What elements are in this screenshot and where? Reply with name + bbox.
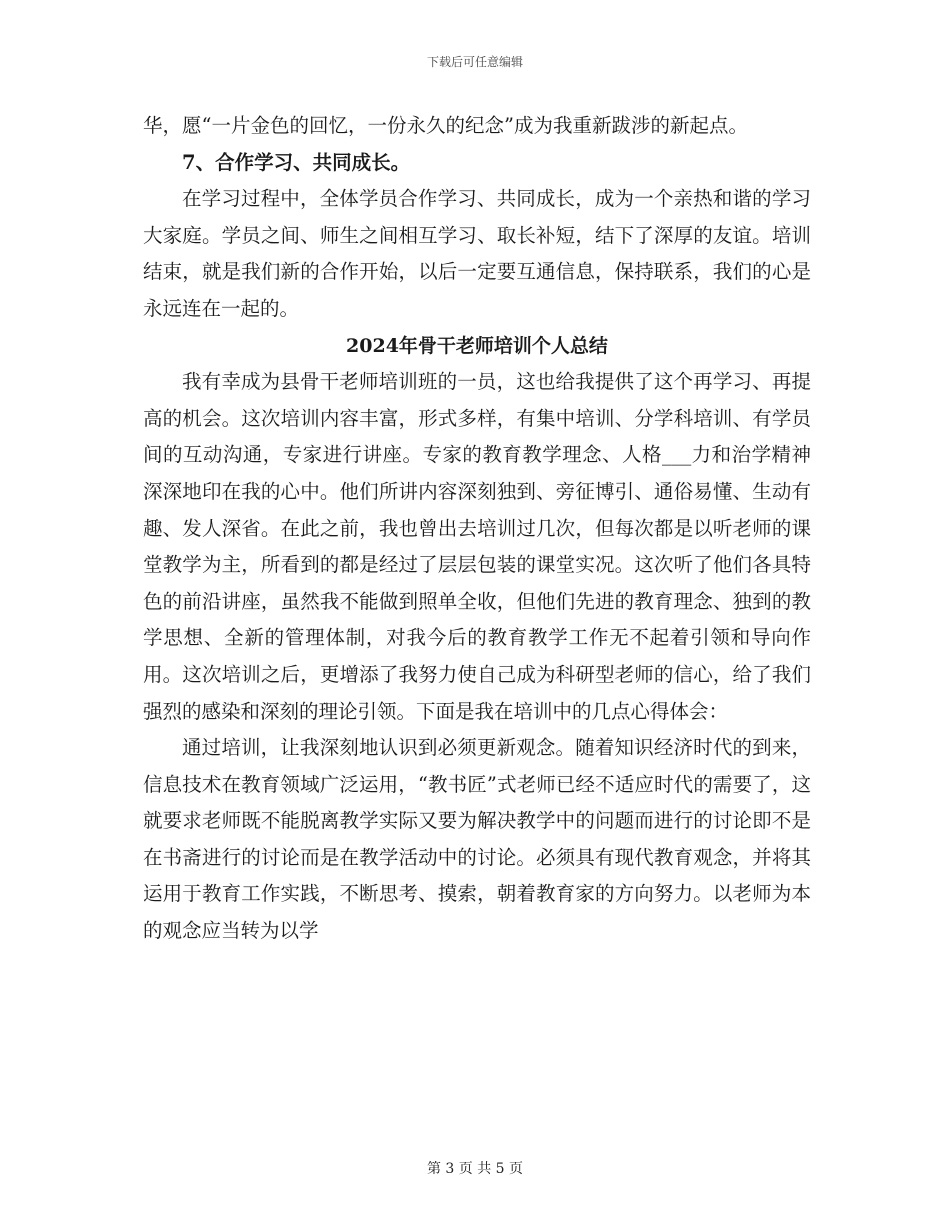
paragraph-continuation: 华，愿“一片金色的回忆，一份永久的纪念”成为我重新跋涉的新起点。 — [143, 114, 748, 137]
page-footer: 第 3 页 共 5 页 — [426, 1161, 524, 1177]
document-body — [143, 108, 811, 950]
paragraph-intro: 我有幸成为县骨干老师培训班的一员，这也给我提供了这个再学习、再提高的机会。这次培训内容丰富，形式多样，有集中培训、分学科培训、有学员间的互动沟通，专家进行讲座。专家的教育教学理念、人格___力和治学精神深深地印在我的心中。他们所讲内容深刻独到、旁征博引、通俗易懂、生动有趣、发人深省。在此之前，我也曾出去培训过几次，但每次都是以听老师的课堂教学为主，所看到的都是经过了层层包装的课堂实况。这次听了他们各具特色的前沿讲座，虽然我不能做到照单全收，但他们先进的教育理念、独到的教学思想、全新的管理体制，对我今后的教育教学工作无不起着引领和导向作用。这次培训之后，更增添了我努力使自己成为科研型老师的信心，给了我们强烈的感染和深刻的理论引领。下面是我在培训中的几点心得体会： — [143, 370, 811, 723]
paragraph-cooperation: 在学习过程中，全体学员合作学习、共同成长，成为一个亲热和谐的学习大家庭。学员之间、师生之间相互学习、取长补短，结下了深厚的友谊。培训结束，就是我们新的合作开始，以后一定要互通信息，保持联系，我们的心是永远连在一起的。 — [143, 187, 811, 320]
paragraph-concept: 通过培训，让我深刻地认识到必须更新观念。随着知识经济时代的到来，信息技术在教育领域广泛运用，“教书匠”式老师已经不适应时代的需要了，这就要求老师既不能脱离教学实际又要为解决教学中的问题而进行的讨论即不是在书斋进行的讨论而是在教学活动中的讨论。必须具有现代教育观念，并将其运用于教育工作实践，不断思考、摸索，朝着教育家的方向努力。以老师为本的观念应当转为以学 — [143, 736, 811, 943]
page-header: 下载后可任意编辑 — [426, 55, 523, 69]
document-title: 2024年骨干老师培训个人总结 — [346, 334, 608, 357]
section-heading: 7、合作学习、共同成长。 — [182, 150, 411, 174]
